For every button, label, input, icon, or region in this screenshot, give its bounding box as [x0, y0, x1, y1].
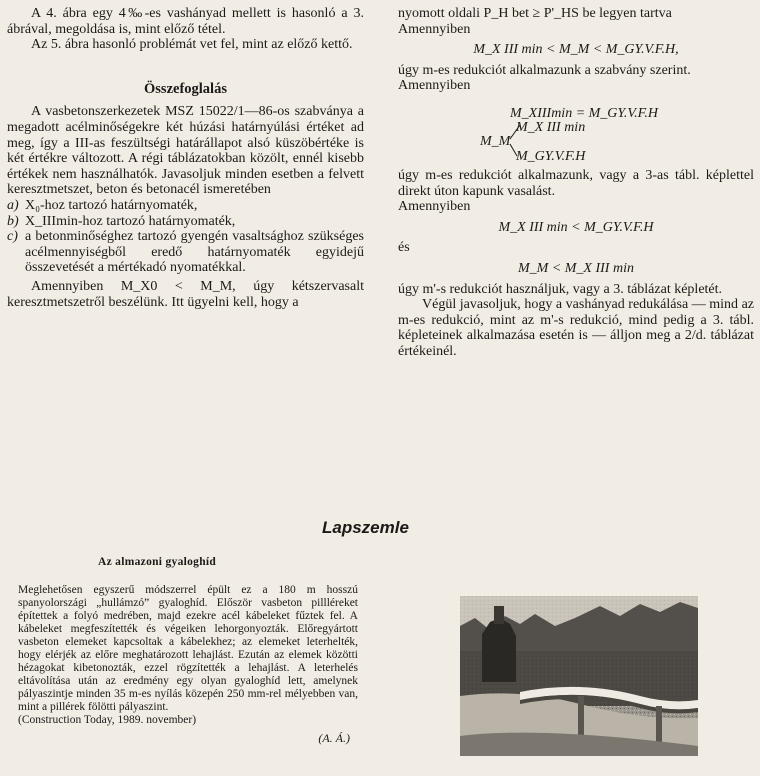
word-es: és	[398, 240, 410, 256]
review-signature: (A. Á.)	[318, 731, 350, 745]
section-title: Lapszemle	[322, 518, 409, 537]
list-item-a	[7, 198, 364, 214]
diagram-term-second: M_X III min	[516, 119, 586, 135]
review-source: (Construction Today, 1989. november)	[18, 714, 197, 726]
paragraph-m-reduction-table: úgy m-es redukciót alkalmazunk, vagy a 3-as tábl. képlettel direkt úton kapunk vasalást.	[398, 167, 754, 199]
list-label: a)	[7, 197, 19, 213]
formula-3: M_M < M_X III min	[518, 260, 634, 276]
diagram-term-bottom: M_GY.V.F.H	[516, 148, 586, 164]
paragraph-figure5: Az 5. ábra hasonló problémát vet fel, mint az előző kettő.	[31, 37, 353, 53]
list-text: a betonminőséghez tartozó gyengén vasaltsághoz szükséges acélmennyiségből eredő határnyomaték egyidejű összevetését a mértékadó nyomatékkal.	[25, 229, 364, 276]
list-item-c	[7, 229, 364, 276]
paragraph-compressed-side: nyomott oldali P_H bet ≥ P'_HS be legyen tartva	[398, 6, 672, 21]
review-body: Meglehetősen egyszerű módszerrel épült ez a 180 m hosszú spanyolországi „hullámzó” gyaloghíd. Először vasbeton pillléreket építettek a folyó medrében, majd ezekre acél kábeleket fűztek fel. A kábeleket megfeszítették és végeiken lehorgonyozták. Előregyártott vasbeton elemeket kapcsoltak a kábelekhez; az elemeket leterhelték, hogy elérjék az előre meghatározott lehajlást. Ezután az elemek közötti hézagokat kibetonozták, ezzel rögzítették a lehajlást. A leterhelés eltávolítása után az eredmény egy olyan gyaloghíd lett, amelynek pályaszintje minden 35 m-es nyílás közepén 250 mm-rel mélyebben van, mint a pillérek fölötti pályaszint.	[18, 584, 358, 713]
right-column	[398, 6, 754, 360]
paragraph-amennyiben-3: Amennyiben	[398, 199, 471, 215]
list-label: c)	[7, 229, 18, 245]
paragraph-figure4: A 4. ábra egy 4‰-es vashányad mellett is hasonló a 3. ábrával, megoldása is, mint előző tétel.	[7, 6, 364, 37]
paragraph-amennyiben-1: Amennyiben	[398, 21, 471, 37]
review-title: Az almazoni gyaloghíd	[98, 556, 217, 568]
diagram-term-mm: M_M	[480, 133, 511, 149]
list-label: b)	[7, 213, 19, 229]
list-text: X_IIImin-hoz tartozó határnyomaték,	[25, 213, 236, 229]
paragraph-double-reinforced: Amennyiben M_X0 < M_M, úgy kétszervasalt keresztmetszetről beszélünk. Itt ügyelni kell, hogy a	[7, 278, 364, 310]
paragraph-final-recommendation: Végül javasoljuk, hogy a vashányad redukálása — mind az m-es redukció, mint az m'-s redukció, mind pedig a 3. tábl. képleteinek alkalmazása esetén is — álljon meg a 2/d. táblázat értékeinél.	[398, 297, 754, 359]
summary-heading: Összefoglalás	[144, 80, 227, 97]
diagram-term-top: M_XIIImin = M_GY.V.F.H	[510, 105, 659, 121]
paragraph-m-reduction: úgy m-es redukciót alkalmazunk a szabvány szerint.	[398, 62, 691, 78]
paragraph-amennyiben-2: Amennyiben	[398, 78, 471, 94]
bridge-photo	[460, 596, 698, 756]
review-article	[18, 556, 358, 745]
moment-relation-diagram	[398, 106, 754, 164]
formula-1: M_X III min < M_M < M_GY.V.F.H,	[473, 42, 679, 58]
list-item-b	[7, 214, 364, 230]
left-column	[7, 6, 364, 310]
summary-paragraph: A vasbetonszerkezetek MSZ 15022/1—86-os szabványa a megadott acélminőségekre két húzási határnyúlási értéket ad meg, így a III-as feszültségi határállapot alsó küszöbértéke is két értékre változott. A régi táblázatokban közölt, ennél kisebb értékek nem használhatók. Javasoljuk minden esetben a felvett keresztmetszet, beton és betonacél ismeretében	[7, 104, 364, 198]
list-text: X₀-hoz tartozó határnyomaték,	[25, 197, 198, 213]
formula-2: M_X III min < M_GY.V.F.H	[498, 219, 654, 235]
paragraph-m-prime-reduction: úgy m'-s redukciót használjuk, vagy a 3. táblázat képletét.	[398, 281, 723, 297]
